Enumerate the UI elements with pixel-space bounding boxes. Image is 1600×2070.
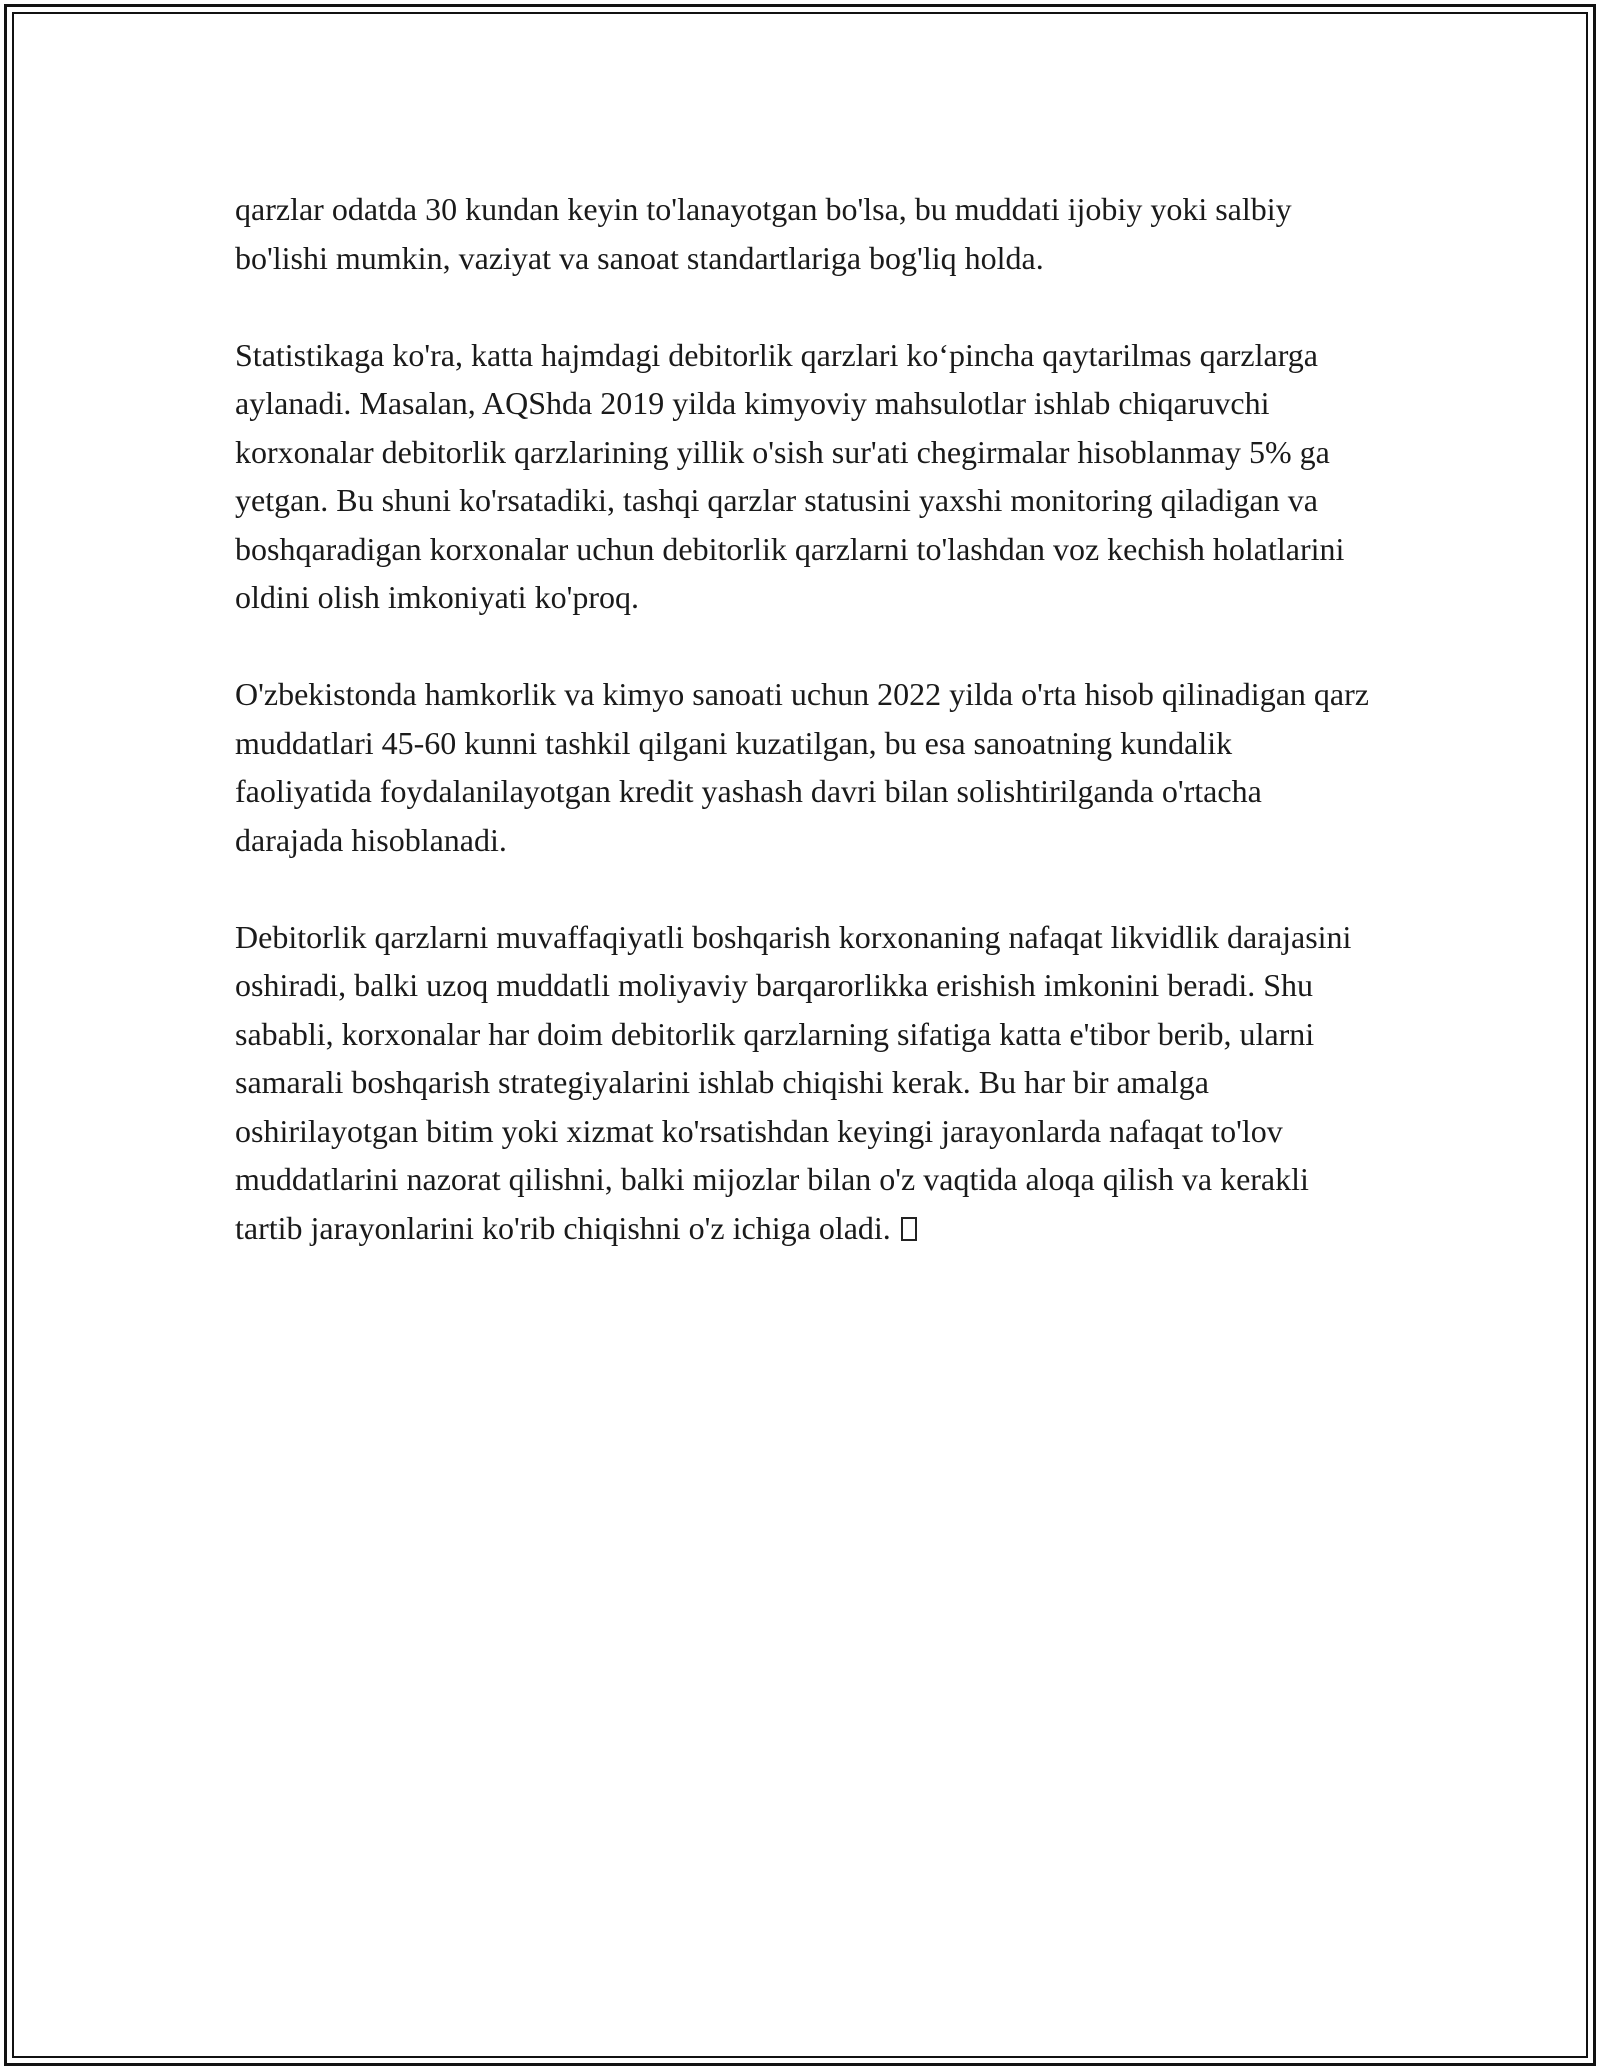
paragraph-4-text: Debitorlik qarzlarni muvaffaqiyatli boshqarish korxonaning nafaqat likvidlik darajasini oshiradi, balki uzoq muddatli moliyaviy barqarorlikka erishish imkonini beradi. Shu sababli, korxonalar har doim debitorlik qarzlarning sifatiga katta e'tibor berib, ularni samarali boshqarish strategiyalarini ishlab chiqishi kerak. Bu har bir amalga oshirilayotgan bitim yoki xizmat ko'rsatishdan keyingi jarayonlarda nafaqat to'lov muddatlarini nazorat qilishni, balki mijozlar bilan o'z vaqtida aloqa qilish va kerakli tartib jarayonlarini ko'rib chiqishni o'z ichiga oladi. xyxy=(235,918,1352,1246)
paragraph-3: O'zbekistonda hamkorlik va kimyo sanoati uchun 2022 yilda o'rta hisob qilinadigan qarz muddatlari 45-60 kunni tashkil qilgani kuzatilgan, bu esa sanoatning kundalik faoliyatida foydalanilayotgan kredit yashash davri bilan solishtirilganda o'rtacha darajada hisoblanadi. xyxy=(235,676,1369,858)
missing-glyph-box-icon xyxy=(901,1217,917,1241)
paragraph-4 xyxy=(235,913,1370,1253)
paragraph-2: Statistikaga ko'ra, katta hajmdagi debitorlik qarzlari ko‘pincha qaytarilmas qarzlarga aylanadi. Masalan, AQShda 2019 yilda kimyoviy mahsulotlar ishlab chiqaruvchi korxonalar debitorlik qarzlarining yillik o'sish sur'ati chegirmalar hisoblanmay 5% ga yetgan. Bu shuni ko'rsatadiki, tashqi qarzlar statusini yaxshi monitoring qiladigan va boshqaradigan korxonalar uchun debitorlik qarzlarni to'lashdan voz kechish holatlarini oldini olish imkoniyati ko'proq. xyxy=(235,336,1345,615)
paragraph-1: qarzlar odatda 30 kundan keyin to'lanayotgan bo'lsa, bu muddati ijobiy yoki salbiy bo'lishi mumkin, vaziyat va sanoat standartlariga bog'liq holda. xyxy=(235,191,1292,276)
document-body xyxy=(235,185,1370,1252)
